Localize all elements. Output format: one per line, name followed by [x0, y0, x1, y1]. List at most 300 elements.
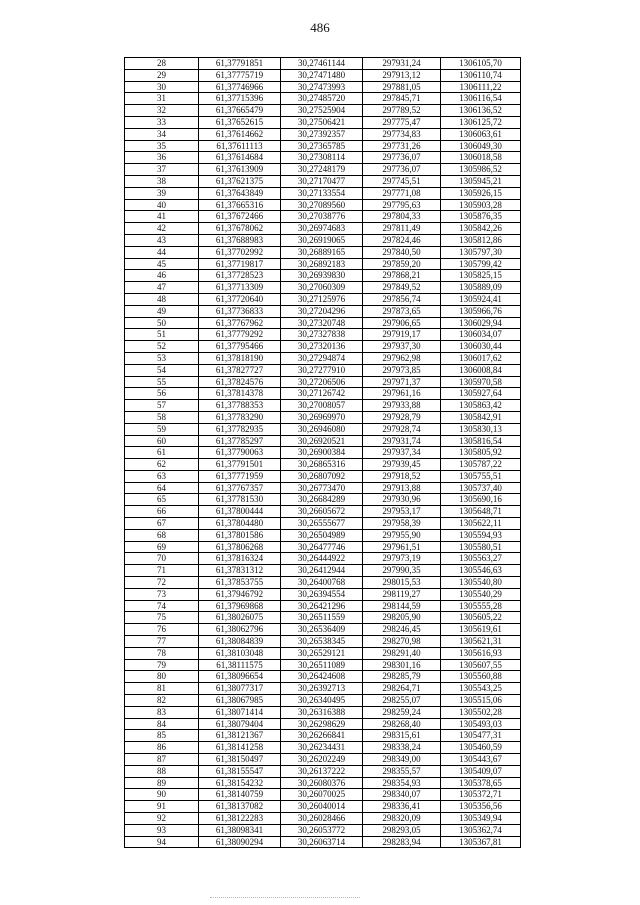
y-coordinate-cell: 1305515,06 [441, 695, 521, 707]
latitude-cell: 61,37728523 [199, 270, 281, 282]
latitude-cell: 61,37643849 [199, 187, 281, 199]
latitude-cell: 61,37946792 [199, 588, 281, 600]
point-number-cell: 32 [125, 105, 199, 117]
longitude-cell: 30,26070025 [281, 789, 363, 801]
latitude-cell: 61,38140759 [199, 789, 281, 801]
latitude-cell: 61,37827727 [199, 364, 281, 376]
latitude-cell: 61,38098341 [199, 824, 281, 836]
latitude-cell: 61,38084839 [199, 636, 281, 648]
longitude-cell: 30,26773470 [281, 482, 363, 494]
point-number-cell: 78 [125, 647, 199, 659]
y-coordinate-cell: 1305755,51 [441, 470, 521, 482]
latitude-cell: 61,38111575 [199, 659, 281, 671]
y-coordinate-cell: 1305367,81 [441, 836, 521, 848]
longitude-cell: 30,26394554 [281, 588, 363, 600]
table-row [125, 506, 521, 518]
latitude-cell: 61,37788353 [199, 400, 281, 412]
x-coordinate-cell: 298340,07 [363, 789, 441, 801]
y-coordinate-cell: 1306105,70 [441, 58, 521, 70]
x-coordinate-cell: 297990,35 [363, 565, 441, 577]
table-row [125, 423, 521, 435]
longitude-cell: 30,26504989 [281, 529, 363, 541]
table-row [125, 364, 521, 376]
x-coordinate-cell: 297971,37 [363, 376, 441, 388]
y-coordinate-cell: 1305926,15 [441, 187, 521, 199]
x-coordinate-cell: 297937,30 [363, 341, 441, 353]
table-row [125, 470, 521, 482]
longitude-cell: 30,26889165 [281, 246, 363, 258]
latitude-cell: 61,37736833 [199, 305, 281, 317]
table-row [125, 411, 521, 423]
x-coordinate-cell: 298354,93 [363, 777, 441, 789]
x-coordinate-cell: 297736,07 [363, 152, 441, 164]
y-coordinate-cell: 1305812,86 [441, 234, 521, 246]
longitude-cell: 30,26137222 [281, 765, 363, 777]
table-row [125, 600, 521, 612]
x-coordinate-cell: 297933,88 [363, 400, 441, 412]
x-coordinate-cell: 297961,51 [363, 541, 441, 553]
x-coordinate-cell: 297961,16 [363, 388, 441, 400]
point-number-cell: 92 [125, 813, 199, 825]
x-coordinate-cell: 297953,17 [363, 506, 441, 518]
table-row [125, 352, 521, 364]
latitude-cell: 61,38079404 [199, 718, 281, 730]
latitude-cell: 61,37767962 [199, 317, 281, 329]
table-row [125, 588, 521, 600]
latitude-cell: 61,37767357 [199, 482, 281, 494]
y-coordinate-cell: 1305825,15 [441, 270, 521, 282]
point-number-cell: 43 [125, 234, 199, 246]
latitude-cell: 61,37614662 [199, 128, 281, 140]
x-coordinate-cell: 297849,52 [363, 282, 441, 294]
longitude-cell: 30,26477746 [281, 541, 363, 553]
point-number-cell: 45 [125, 258, 199, 270]
x-coordinate-cell: 298338,24 [363, 742, 441, 754]
longitude-cell: 30,26266841 [281, 730, 363, 742]
longitude-cell: 30,26919065 [281, 234, 363, 246]
y-coordinate-cell: 1305616,93 [441, 647, 521, 659]
longitude-cell: 30,27320136 [281, 341, 363, 353]
y-coordinate-cell: 1305945,21 [441, 175, 521, 187]
x-coordinate-cell: 297873,65 [363, 305, 441, 317]
longitude-cell: 30,26202249 [281, 754, 363, 766]
y-coordinate-cell: 1306029,94 [441, 317, 521, 329]
table-row [125, 58, 521, 70]
longitude-cell: 30,26234431 [281, 742, 363, 754]
longitude-cell: 30,26969970 [281, 411, 363, 423]
point-number-cell: 69 [125, 541, 199, 553]
latitude-cell: 61,37781530 [199, 494, 281, 506]
y-coordinate-cell: 1305594,93 [441, 529, 521, 541]
y-coordinate-cell: 1305372,71 [441, 789, 521, 801]
latitude-cell: 61,37806268 [199, 541, 281, 553]
x-coordinate-cell: 298015,53 [363, 577, 441, 589]
longitude-cell: 30,27485720 [281, 93, 363, 105]
x-coordinate-cell: 297918,52 [363, 470, 441, 482]
y-coordinate-cell: 1305690,16 [441, 494, 521, 506]
latitude-cell: 61,38090294 [199, 836, 281, 848]
x-coordinate-cell: 297906,65 [363, 317, 441, 329]
table-row [125, 105, 521, 117]
point-number-cell: 50 [125, 317, 199, 329]
latitude-cell: 61,37831312 [199, 565, 281, 577]
latitude-cell: 61,37804480 [199, 518, 281, 530]
table-row [125, 459, 521, 471]
point-number-cell: 86 [125, 742, 199, 754]
table-row [125, 199, 521, 211]
x-coordinate-cell: 298144,59 [363, 600, 441, 612]
x-coordinate-cell: 297939,45 [363, 459, 441, 471]
latitude-cell: 61,37800444 [199, 506, 281, 518]
x-coordinate-cell: 298119,27 [363, 588, 441, 600]
latitude-cell: 61,37790063 [199, 447, 281, 459]
point-number-cell: 77 [125, 636, 199, 648]
y-coordinate-cell: 1305621,31 [441, 636, 521, 648]
point-number-cell: 90 [125, 789, 199, 801]
longitude-cell: 30,27473993 [281, 81, 363, 93]
x-coordinate-cell: 297824,46 [363, 234, 441, 246]
longitude-cell: 30,26900384 [281, 447, 363, 459]
longitude-cell: 30,26080376 [281, 777, 363, 789]
y-coordinate-cell: 1305737,40 [441, 482, 521, 494]
table-row [125, 577, 521, 589]
point-number-cell: 34 [125, 128, 199, 140]
table-row [125, 659, 521, 671]
latitude-cell: 61,38067985 [199, 695, 281, 707]
table-row [125, 93, 521, 105]
table-row [125, 140, 521, 152]
latitude-cell: 61,38150497 [199, 754, 281, 766]
latitude-cell: 61,37652615 [199, 116, 281, 128]
longitude-cell: 30,26316388 [281, 706, 363, 718]
table-row [125, 695, 521, 707]
longitude-cell: 30,27320748 [281, 317, 363, 329]
y-coordinate-cell: 1305443,67 [441, 754, 521, 766]
longitude-cell: 30,26511089 [281, 659, 363, 671]
longitude-cell: 30,26974683 [281, 223, 363, 235]
x-coordinate-cell: 297928,79 [363, 411, 441, 423]
point-number-cell: 74 [125, 600, 199, 612]
y-coordinate-cell: 1305563,27 [441, 553, 521, 565]
latitude-cell: 61,37720640 [199, 293, 281, 305]
latitude-cell: 61,38077317 [199, 683, 281, 695]
x-coordinate-cell: 298293,05 [363, 824, 441, 836]
point-number-cell: 84 [125, 718, 199, 730]
latitude-cell: 61,38121367 [199, 730, 281, 742]
point-number-cell: 73 [125, 588, 199, 600]
latitude-cell: 61,37795466 [199, 341, 281, 353]
latitude-cell: 61,38026075 [199, 612, 281, 624]
longitude-cell: 30,27038776 [281, 211, 363, 223]
latitude-cell: 61,37702992 [199, 246, 281, 258]
y-coordinate-cell: 1305966,76 [441, 305, 521, 317]
point-number-cell: 82 [125, 695, 199, 707]
longitude-cell: 30,26946080 [281, 423, 363, 435]
latitude-cell: 61,37791851 [199, 58, 281, 70]
point-number-cell: 40 [125, 199, 199, 211]
y-coordinate-cell: 1306017,62 [441, 352, 521, 364]
x-coordinate-cell: 298315,61 [363, 730, 441, 742]
point-number-cell: 81 [125, 683, 199, 695]
point-number-cell: 53 [125, 352, 199, 364]
y-coordinate-cell: 1305876,35 [441, 211, 521, 223]
point-number-cell: 65 [125, 494, 199, 506]
y-coordinate-cell: 1305362,74 [441, 824, 521, 836]
table-row [125, 246, 521, 258]
y-coordinate-cell: 1305986,52 [441, 164, 521, 176]
x-coordinate-cell: 297745,51 [363, 175, 441, 187]
x-coordinate-cell: 297930,96 [363, 494, 441, 506]
latitude-cell: 61,38062796 [199, 624, 281, 636]
x-coordinate-cell: 297955,90 [363, 529, 441, 541]
table-row [125, 152, 521, 164]
y-coordinate-cell: 1305622,11 [441, 518, 521, 530]
point-number-cell: 41 [125, 211, 199, 223]
y-coordinate-cell: 1306018,58 [441, 152, 521, 164]
x-coordinate-cell: 297734,83 [363, 128, 441, 140]
latitude-cell: 61,38141258 [199, 742, 281, 754]
x-coordinate-cell: 297962,98 [363, 352, 441, 364]
y-coordinate-cell: 1306110,74 [441, 69, 521, 81]
latitude-cell: 61,38071414 [199, 706, 281, 718]
longitude-cell: 30,26865316 [281, 459, 363, 471]
latitude-cell: 61,37785297 [199, 435, 281, 447]
point-number-cell: 68 [125, 529, 199, 541]
x-coordinate-cell: 298336,41 [363, 801, 441, 813]
longitude-cell: 30,26892183 [281, 258, 363, 270]
y-coordinate-cell: 1305349,94 [441, 813, 521, 825]
table-row [125, 305, 521, 317]
x-coordinate-cell: 297811,49 [363, 223, 441, 235]
table-row [125, 529, 521, 541]
longitude-cell: 30,26536409 [281, 624, 363, 636]
point-number-cell: 60 [125, 435, 199, 447]
latitude-cell: 61,38154232 [199, 777, 281, 789]
y-coordinate-cell: 1305903,28 [441, 199, 521, 211]
x-coordinate-cell: 298264,71 [363, 683, 441, 695]
latitude-cell: 61,37621375 [199, 175, 281, 187]
longitude-cell: 30,27206506 [281, 376, 363, 388]
latitude-cell: 61,37775719 [199, 69, 281, 81]
footer-rule [210, 897, 360, 898]
table-row [125, 447, 521, 459]
latitude-cell: 61,37719817 [199, 258, 281, 270]
longitude-cell: 30,26605672 [281, 506, 363, 518]
x-coordinate-cell: 298349,00 [363, 754, 441, 766]
longitude-cell: 30,27089560 [281, 199, 363, 211]
table-row [125, 777, 521, 789]
y-coordinate-cell: 1305378,65 [441, 777, 521, 789]
table-row [125, 801, 521, 813]
point-number-cell: 48 [125, 293, 199, 305]
longitude-cell: 30,27294874 [281, 352, 363, 364]
point-number-cell: 83 [125, 706, 199, 718]
y-coordinate-cell: 1305970,58 [441, 376, 521, 388]
table-row [125, 258, 521, 270]
latitude-cell: 61,38137082 [199, 801, 281, 813]
table-row [125, 164, 521, 176]
point-number-cell: 61 [125, 447, 199, 459]
table-row [125, 730, 521, 742]
point-number-cell: 70 [125, 553, 199, 565]
y-coordinate-cell: 1306034,07 [441, 329, 521, 341]
x-coordinate-cell: 297856,74 [363, 293, 441, 305]
x-coordinate-cell: 298283,94 [363, 836, 441, 848]
y-coordinate-cell: 1305924,41 [441, 293, 521, 305]
longitude-cell: 30,27126742 [281, 388, 363, 400]
coordinates-table [124, 57, 521, 848]
table-row [125, 612, 521, 624]
latitude-cell: 61,37969868 [199, 600, 281, 612]
point-number-cell: 36 [125, 152, 199, 164]
longitude-cell: 30,27170477 [281, 175, 363, 187]
point-number-cell: 80 [125, 671, 199, 683]
point-number-cell: 58 [125, 411, 199, 423]
point-number-cell: 57 [125, 400, 199, 412]
x-coordinate-cell: 297789,52 [363, 105, 441, 117]
table-row [125, 81, 521, 93]
x-coordinate-cell: 297804,33 [363, 211, 441, 223]
table-row [125, 647, 521, 659]
point-number-cell: 30 [125, 81, 199, 93]
y-coordinate-cell: 1305555,28 [441, 600, 521, 612]
point-number-cell: 56 [125, 388, 199, 400]
y-coordinate-cell: 1305540,29 [441, 588, 521, 600]
longitude-cell: 30,26028466 [281, 813, 363, 825]
point-number-cell: 87 [125, 754, 199, 766]
x-coordinate-cell: 297973,19 [363, 553, 441, 565]
table-row [125, 706, 521, 718]
latitude-cell: 61,37688983 [199, 234, 281, 246]
point-number-cell: 54 [125, 364, 199, 376]
table-row [125, 69, 521, 81]
y-coordinate-cell: 1306030,44 [441, 341, 521, 353]
table-row [125, 187, 521, 199]
x-coordinate-cell: 298259,24 [363, 706, 441, 718]
point-number-cell: 47 [125, 282, 199, 294]
y-coordinate-cell: 1306125,72 [441, 116, 521, 128]
table-row [125, 388, 521, 400]
table-row [125, 671, 521, 683]
y-coordinate-cell: 1305799,42 [441, 258, 521, 270]
y-coordinate-cell: 1305816,54 [441, 435, 521, 447]
x-coordinate-cell: 298205,90 [363, 612, 441, 624]
longitude-cell: 30,26053772 [281, 824, 363, 836]
longitude-cell: 30,27133554 [281, 187, 363, 199]
longitude-cell: 30,26920521 [281, 435, 363, 447]
point-number-cell: 31 [125, 93, 199, 105]
y-coordinate-cell: 1305607,55 [441, 659, 521, 671]
point-number-cell: 39 [125, 187, 199, 199]
latitude-cell: 61,37824576 [199, 376, 281, 388]
coordinates-table-body [125, 58, 521, 848]
longitude-cell: 30,26040014 [281, 801, 363, 813]
y-coordinate-cell: 1305787,22 [441, 459, 521, 471]
longitude-cell: 30,26298629 [281, 718, 363, 730]
y-coordinate-cell: 1305543,25 [441, 683, 521, 695]
table-row [125, 494, 521, 506]
latitude-cell: 61,37613909 [199, 164, 281, 176]
longitude-cell: 30,26529121 [281, 647, 363, 659]
y-coordinate-cell: 1305863,42 [441, 400, 521, 412]
x-coordinate-cell: 297795,63 [363, 199, 441, 211]
x-coordinate-cell: 297913,12 [363, 69, 441, 81]
latitude-cell: 61,38122283 [199, 813, 281, 825]
y-coordinate-cell: 1305409,07 [441, 765, 521, 777]
x-coordinate-cell: 298320,09 [363, 813, 441, 825]
longitude-cell: 30,26400768 [281, 577, 363, 589]
point-number-cell: 49 [125, 305, 199, 317]
x-coordinate-cell: 298255,07 [363, 695, 441, 707]
point-number-cell: 51 [125, 329, 199, 341]
latitude-cell: 61,37791501 [199, 459, 281, 471]
x-coordinate-cell: 298246,45 [363, 624, 441, 636]
longitude-cell: 30,26340495 [281, 695, 363, 707]
point-number-cell: 62 [125, 459, 199, 471]
point-number-cell: 29 [125, 69, 199, 81]
point-number-cell: 52 [125, 341, 199, 353]
x-coordinate-cell: 297928,74 [363, 423, 441, 435]
table-row [125, 482, 521, 494]
latitude-cell: 61,37801586 [199, 529, 281, 541]
point-number-cell: 46 [125, 270, 199, 282]
table-row [125, 518, 521, 530]
y-coordinate-cell: 1305842,91 [441, 411, 521, 423]
y-coordinate-cell: 1305619,61 [441, 624, 521, 636]
latitude-cell: 61,37713309 [199, 282, 281, 294]
x-coordinate-cell: 297937,34 [363, 447, 441, 459]
y-coordinate-cell: 1305805,92 [441, 447, 521, 459]
y-coordinate-cell: 1306063,61 [441, 128, 521, 140]
table-row [125, 553, 521, 565]
longitude-cell: 30,26412944 [281, 565, 363, 577]
x-coordinate-cell: 297973,85 [363, 364, 441, 376]
point-number-cell: 38 [125, 175, 199, 187]
latitude-cell: 61,37771959 [199, 470, 281, 482]
point-number-cell: 79 [125, 659, 199, 671]
latitude-cell: 61,38155547 [199, 765, 281, 777]
x-coordinate-cell: 297845,71 [363, 93, 441, 105]
x-coordinate-cell: 298268,40 [363, 718, 441, 730]
y-coordinate-cell: 1305580,51 [441, 541, 521, 553]
x-coordinate-cell: 297931,24 [363, 58, 441, 70]
y-coordinate-cell: 1306136,52 [441, 105, 521, 117]
point-number-cell: 91 [125, 801, 199, 813]
point-number-cell: 33 [125, 116, 199, 128]
y-coordinate-cell: 1305546,63 [441, 565, 521, 577]
table-row [125, 754, 521, 766]
table-row [125, 270, 521, 282]
longitude-cell: 30,26684289 [281, 494, 363, 506]
x-coordinate-cell: 297736,07 [363, 164, 441, 176]
point-number-cell: 88 [125, 765, 199, 777]
latitude-cell: 61,37715396 [199, 93, 281, 105]
point-number-cell: 93 [125, 824, 199, 836]
table-row [125, 128, 521, 140]
longitude-cell: 30,27204296 [281, 305, 363, 317]
longitude-cell: 30,26807092 [281, 470, 363, 482]
page-number: 486 [310, 20, 330, 35]
table-row [125, 376, 521, 388]
latitude-cell: 61,37746966 [199, 81, 281, 93]
x-coordinate-cell: 297919,17 [363, 329, 441, 341]
point-number-cell: 64 [125, 482, 199, 494]
y-coordinate-cell: 1305605,22 [441, 612, 521, 624]
point-number-cell: 89 [125, 777, 199, 789]
table-row [125, 116, 521, 128]
point-number-cell: 75 [125, 612, 199, 624]
table-row [125, 624, 521, 636]
